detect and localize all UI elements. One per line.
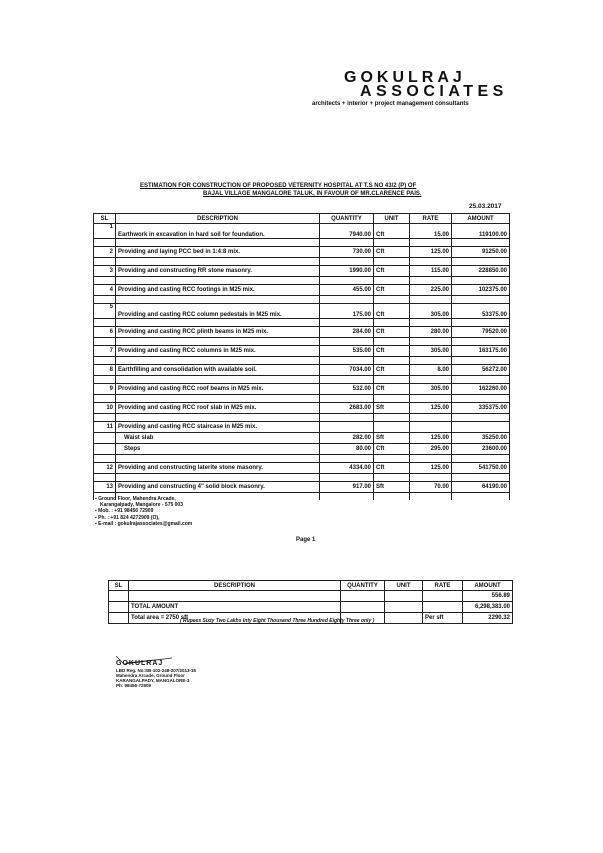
total-label: TOTAL AMOUNT <box>129 602 341 613</box>
table-row <box>94 285 510 296</box>
row-rate: 295.00 <box>410 444 452 455</box>
table-row <box>94 444 510 455</box>
row-quantity: 7940.00 <box>320 224 374 239</box>
row-sl: 3 <box>94 266 116 277</box>
table-header-row <box>94 214 510 224</box>
row-rate: 125.00 <box>410 463 452 474</box>
summary-header-quantity: QUANTITY <box>341 581 385 591</box>
row-unit: Cft <box>374 285 410 296</box>
row-rate: 70.00 <box>410 482 452 493</box>
row-description: Providing and casting RCC roof beams in M25 mix. <box>116 384 320 395</box>
row-amount: 102375.00 <box>452 285 510 296</box>
row-description: Providing and casting RCC column pedestals in M25 mix. <box>116 304 320 319</box>
amount-in-words: ( Rupees Sixty Two Lakhs Inty Eight Thousand Three Hundred Eighty Three only ) <box>180 618 375 624</box>
table-row <box>94 327 510 338</box>
row-description: Earthfilling and consolidation with available soil. <box>116 365 320 376</box>
address-mob: Mob. : +91 98456 72909 <box>98 508 154 515</box>
row-amount: 23600.00 <box>452 444 510 455</box>
row-unit: Cft <box>374 247 410 258</box>
estimate-title-line2: BAJAL VILLAGE MANGALORE TALUK, IN FAVOUR OF MR.CLARENCE PAIS. <box>203 191 422 197</box>
signatory-reg: LBD Reg. No:SB-102-248-207/2013-16 <box>116 668 197 673</box>
row-rate: 305.00 <box>410 346 452 357</box>
table-row <box>94 304 510 319</box>
summary-header-description: DESCRIPTION <box>129 581 341 591</box>
row-description: Providing and constructing laterite stone masonry. <box>116 463 320 474</box>
estimate-table-wrapper <box>93 213 509 500</box>
estimate-table <box>93 213 510 500</box>
row-sl: 9 <box>94 384 116 395</box>
row-amount: 91250.00 <box>452 247 510 258</box>
row-amount: 335375.00 <box>452 403 510 414</box>
page-number: Page 1 <box>296 537 316 543</box>
summary-header-sl: SL <box>109 581 129 591</box>
row-amount: 64190.00 <box>452 482 510 493</box>
row-sl: 13 <box>94 482 116 493</box>
header-unit: UNIT <box>374 214 410 224</box>
firm-name-line2: ASSOCIATES <box>360 83 508 100</box>
row-amount: 35250.00 <box>452 433 510 444</box>
row-description: Providing and constructing RR stone masonry. <box>116 266 320 277</box>
row-description: Providing and laying PCC bed in 1:4:8 mix. <box>116 247 320 258</box>
summary-header-rate: RATE <box>423 581 463 591</box>
row-rate: 305.00 <box>410 304 452 319</box>
row-description: Providing and casting RCC columns in M25 mix. <box>116 346 320 357</box>
table-row <box>94 463 510 474</box>
row-quantity: 7034.00 <box>320 365 374 376</box>
row-quantity: 284.00 <box>320 327 374 338</box>
row-sl: 8 <box>94 365 116 376</box>
row-description: Providing and constructing 4" solid block masonry. <box>116 482 320 493</box>
row-quantity: 282.00 <box>320 433 374 444</box>
row-description: Earthwork in excavation in hard soil for foundation. <box>116 224 320 239</box>
row-description: Waist slab <box>116 433 320 444</box>
row-amount: 228850.00 <box>452 266 510 277</box>
row-quantity: 535.00 <box>320 346 374 357</box>
row-amount: 541750.00 <box>452 463 510 474</box>
row-amount: 119100.00 <box>452 224 510 239</box>
signatory-address2: KARANGALPADY, MANGALORE-3 <box>116 678 190 683</box>
row-rate: 115.00 <box>410 266 452 277</box>
table-row <box>94 482 510 493</box>
table-row <box>94 365 510 376</box>
summary-row <box>109 602 513 613</box>
header-sl: SL <box>94 214 116 224</box>
row-sl: 1 <box>94 224 116 239</box>
header-quantity: QUANTITY <box>320 214 374 224</box>
address-line1: Ground Floor, Mahendra Arcade, <box>98 496 176 502</box>
firm-name-line1: GOKULRAJ <box>344 69 466 86</box>
address-email: E-mail : gokulrajassociates@gmail.com <box>98 520 193 527</box>
row-sl: 4 <box>94 285 116 296</box>
row-quantity: 4334.00 <box>320 463 374 474</box>
per-sft-label: Per sft <box>423 613 463 624</box>
signatory-address1: Mahendra Arcade, Ground Floor <box>116 673 185 678</box>
table-row <box>94 422 510 433</box>
row-unit: Sft <box>374 433 410 444</box>
summary-row <box>109 591 513 602</box>
header-description: DESCRIPTION <box>116 214 320 224</box>
row-rate: 225.00 <box>410 285 452 296</box>
row-rate: 280.00 <box>410 327 452 338</box>
estimate-title-line1: ESTIMATION FOR CONSTRUCTION OF PROPOSED VETERNITY HOSPITAL AT T.S NO 43/2 (P) OF <box>140 183 417 189</box>
row-sl: 10 <box>94 403 116 414</box>
row-rate: 8.00 <box>410 365 452 376</box>
row-amount: 162260.00 <box>452 384 510 395</box>
summary-header-unit: UNIT <box>385 581 423 591</box>
row-rate: 125.00 <box>410 433 452 444</box>
row-unit: Cft <box>374 224 410 239</box>
row-rate: 305.00 <box>410 384 452 395</box>
row-amount: 79520.00 <box>452 327 510 338</box>
row-amount: 56272.00 <box>452 365 510 376</box>
table-row <box>94 247 510 258</box>
firm-address: ▪ Ground Floor, Mahendra Arcade, Karangalpady, Mangalore - 575 003 ▪ Mob. : +91 98456 72909 ▪ Ph. : +91 824 4272909 (O), ▪ E-mail : gokulrajassociates@gmail.com <box>95 496 193 527</box>
row-description: Providing and casting RCC plinth beams in M25 mix. <box>116 327 320 338</box>
row-unit: Cft <box>374 346 410 357</box>
total-amount: 6,298,383.00 <box>463 602 513 613</box>
table-row <box>94 433 510 444</box>
row-rate: 15.00 <box>410 224 452 239</box>
row-sl: 7 <box>94 346 116 357</box>
signatory-name: GOKULRAJ <box>116 660 164 667</box>
row-rate: 125.00 <box>410 247 452 258</box>
row-quantity: 455.00 <box>320 285 374 296</box>
row-rate: 125.00 <box>410 403 452 414</box>
header-rate: RATE <box>410 214 452 224</box>
header-amount: AMOUNT <box>452 214 510 224</box>
row-unit: Cft <box>374 444 410 455</box>
table-row <box>94 403 510 414</box>
row-quantity: 80.00 <box>320 444 374 455</box>
row-quantity: 532.00 <box>320 384 374 395</box>
row-unit: Sft <box>374 403 410 414</box>
table-row <box>94 384 510 395</box>
row-unit: Cft <box>374 266 410 277</box>
row-unit: Cft <box>374 463 410 474</box>
estimate-date: 25.03.2017 <box>469 203 502 210</box>
row-unit: Cft <box>374 384 410 395</box>
row-sl: 11 <box>94 422 116 433</box>
signatory-details <box>116 668 196 688</box>
row-description: Providing and casting RCC roof slab in M25 mix. <box>116 403 320 414</box>
table-row <box>94 346 510 357</box>
row-quantity: 175.00 <box>320 304 374 319</box>
row-quantity: 730.00 <box>320 247 374 258</box>
address-line2: Karangalpady, Mangalore - 575 003 <box>100 502 183 509</box>
row-quantity: 2683.00 <box>320 403 374 414</box>
row-description: Steps <box>116 444 320 455</box>
table-row <box>94 224 510 239</box>
area-label: Total area = 2750 sft <box>129 613 341 624</box>
summary-header-amount: AMOUNT <box>463 581 513 591</box>
firm-tagline: architects + interior + project management consultants <box>312 101 469 107</box>
address-ph: Ph. : +91 824 4272909 (O), <box>98 514 160 521</box>
row-sl: 5 <box>94 304 116 319</box>
table-row <box>94 266 510 277</box>
row-description: Providing and casting RCC footings in M25 mix. <box>116 285 320 296</box>
signatory-phone: Ph: 98456-72909 <box>116 683 152 688</box>
per-sft-amount: 2290.32 <box>463 613 513 624</box>
summary-header-row <box>109 581 513 591</box>
roundoff-amount: 556.89 <box>463 591 513 602</box>
row-sl: 2 <box>94 247 116 258</box>
row-quantity: 917.00 <box>320 482 374 493</box>
row-unit: Cft <box>374 304 410 319</box>
row-unit: Cft <box>374 327 410 338</box>
row-amount: 53375.00 <box>452 304 510 319</box>
row-sl: 6 <box>94 327 116 338</box>
row-unit: Cft <box>374 365 410 376</box>
row-sl: 12 <box>94 463 116 474</box>
row-amount: 163175.00 <box>452 346 510 357</box>
row-quantity: 1990.00 <box>320 266 374 277</box>
row-description: Providing and casting RCC staircase in M25 mix. <box>116 422 320 433</box>
row-unit: Sft <box>374 482 410 493</box>
